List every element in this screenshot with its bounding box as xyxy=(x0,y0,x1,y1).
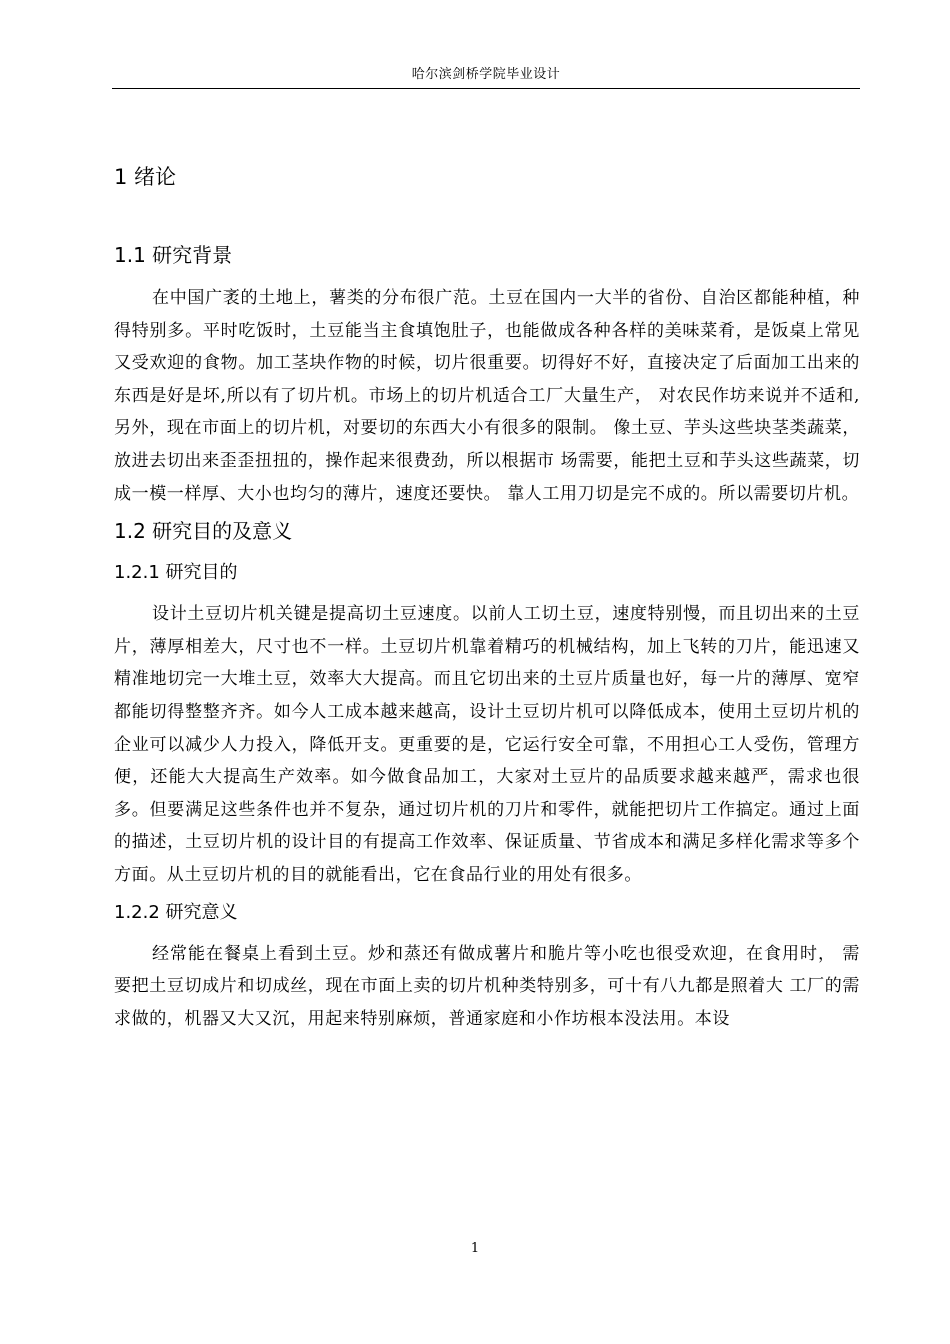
section-heading-purpose-significance: 1.2 研究目的及意义 xyxy=(114,519,293,544)
running-header: 哈尔滨剑桥学院毕业设计 xyxy=(411,67,561,82)
subsection-heading-significance: 1.2.2 研究意义 xyxy=(114,901,238,923)
paragraph-purpose: 设计土豆切片机关键是提高切土豆速度。以前人工切土豆，速度特别慢，而且切出来的土豆片，薄厚相差大，尺寸也不一样。土豆切片机靠着精巧的机械结构，加上飞转的刀片，能迅速又精准地切完一大堆土豆，效率大大提高。而且它切出来的土豆片质量也好，每一片的薄厚、宽窄都能切得整整齐齐。如今人工成本越来越高，设计土豆切片机可以降低成本，使用土豆切片机的企业可以减少人力投入，降低开支。更重要的是，它运行安全可靠，不用担心工人受伤，管理方便，还能大大提高生产效率。如今做食品加工，大家对土豆片的品质要求越来越严，需求也很多。但要满足这些条件也并不复杂，通过切片机的刀片和零件，就能把切片工作搞定。通过上面的描述，土豆切片机的设计目的有提高工作效率、保证质量、节省成本和满足多样化需求等多个方面。从土豆切片机的目的就能看出，它在食品行业的用处有很多。 xyxy=(114,604,860,885)
subsection-heading-purpose: 1.2.1 研究目的 xyxy=(114,562,238,584)
paragraph-significance: 经常能在餐桌上看到土豆。炒和蒸还有做成薯片和脆片等小吃也很受欢迎，在食用时， 需要把土豆切成片和切成丝，现在市面上卖的切片机种类特别多，可十有八九都是照着大 工厂的需求做的，机器又大又沉，用起来特别麻烦，普通家庭和小作坊根本没法用。本设 xyxy=(114,943,860,1029)
paragraph-background: 在中国广袤的土地上，薯类的分布很广范。土豆在国内一大半的省份、自治区都能种植，种得特别多。平时吃饭时，土豆能当主食填饱肚子，也能做成各种各样的美味菜肴，是饭桌上常见又受欢迎的食物。加工茎块作物的时候，切片很重要。切得好不好，直接决定了后面加工出来的东西是好是坏,所以有了切片机。市场上的切片机适合工厂大量生产， 对农民作坊来说并不适和,另外，现在市面上的切片机，对要切的东西大小有很多的限制。 像土豆、芋头这些块茎类蔬菜，放进去切出来歪歪扭扭的，操作起来很费劲，所以根据市 场需要，能把土豆和芋头这些蔬菜，切成一模一样厚、大小也均匀的薄片，速度还要快。 靠人工用刀切是完不成的。所以需要切片机。 xyxy=(114,288,860,504)
page-content xyxy=(114,156,860,1035)
page-number: 1 xyxy=(470,1241,480,1256)
section-heading-background: 1.1 研究背景 xyxy=(114,243,233,267)
header-rule xyxy=(112,88,860,89)
chapter-heading: 1 绪论 xyxy=(114,165,177,189)
